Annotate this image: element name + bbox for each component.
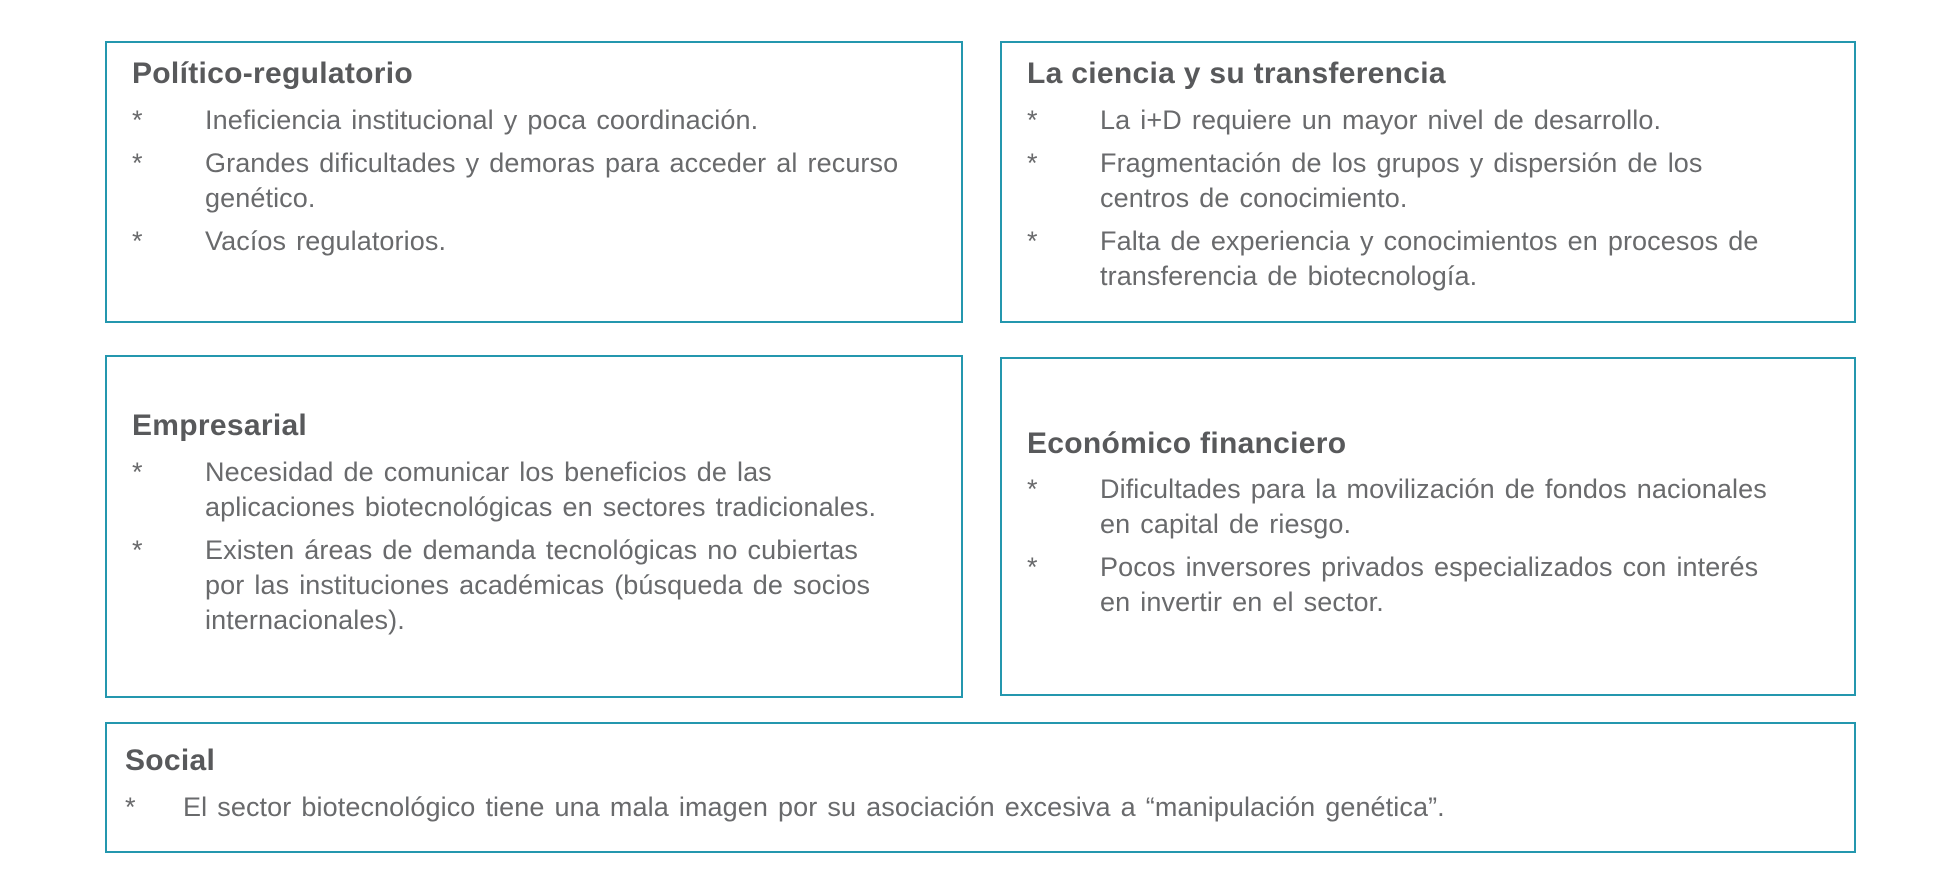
box-title: Político-regulatorio [132,57,414,90]
asterisk-bullet-marker: * [132,534,143,565]
box-title: Empresarial [132,409,308,443]
bullet-text: El sector biotecnológico tiene una mala imagen por su asociación excesiva a “manipulación genética”. [183,791,1445,822]
bullet-text: Pocos inversores privados especializados con interés en invertir en el sector. [1100,552,1759,618]
bullet-item [1027,472,1796,542]
box-title: Social [125,744,216,778]
bullet-text: Dificultades para la movilización de fondos nacionales en capital de riesgo. [1100,474,1767,540]
asterisk-bullet-marker: * [1027,104,1038,135]
asterisk-bullet-marker: * [132,225,143,256]
bullet-text: Fragmentación de los grupos y dispersión de los centros de conocimiento. [1100,147,1703,213]
box-politico-regulatorio [105,41,963,323]
asterisk-bullet-marker: * [1027,552,1038,583]
bullet-item [132,103,903,138]
asterisk-bullet-marker: * [125,791,136,822]
box-empresarial [105,355,963,698]
bullet-item [1027,146,1796,216]
bullet-item [132,455,903,525]
box-title: Económico financiero [1027,426,1347,460]
bullet-text: Vacíos regulatorios. [205,225,447,256]
bullet-item [132,146,903,216]
asterisk-bullet-marker: * [1027,147,1038,178]
asterisk-bullet-marker: * [132,456,143,487]
bullet-text: Necesidad de comunicar los beneficios de las aplicaciones biotecnológicas en sectores tradicionales. [205,456,877,522]
bullet-item [1027,550,1796,620]
box-social [105,722,1856,853]
asterisk-bullet-marker: * [132,104,143,135]
box-ciencia-transferencia [1000,41,1856,323]
bullet-text: La i+D requiere un mayor nivel de desarrollo. [1100,104,1662,135]
asterisk-bullet-marker: * [1027,225,1038,256]
asterisk-bullet-marker: * [1027,474,1038,505]
bullet-text: Ineficiencia institucional y poca coordinación. [205,104,759,135]
bullet-item [132,224,903,259]
asterisk-bullet-marker: * [132,147,143,178]
bullet-text: Grandes dificultades y demoras para acceder al recurso genético. [205,147,899,213]
bullet-text: Existen áreas de demanda tecnológicas no cubiertas por las instituciones académicas (búsqueda de socios internacionales). [205,534,871,635]
bullet-text: Falta de experiencia y conocimientos en procesos de transferencia de biotecnología. [1100,225,1759,291]
bullet-item [1027,224,1796,294]
bullet-item [132,533,903,638]
bullet-item [1027,103,1796,138]
box-title: La ciencia y su transferencia [1027,57,1446,90]
box-economico-financiero [1000,357,1856,696]
bullet-item [125,790,1814,825]
